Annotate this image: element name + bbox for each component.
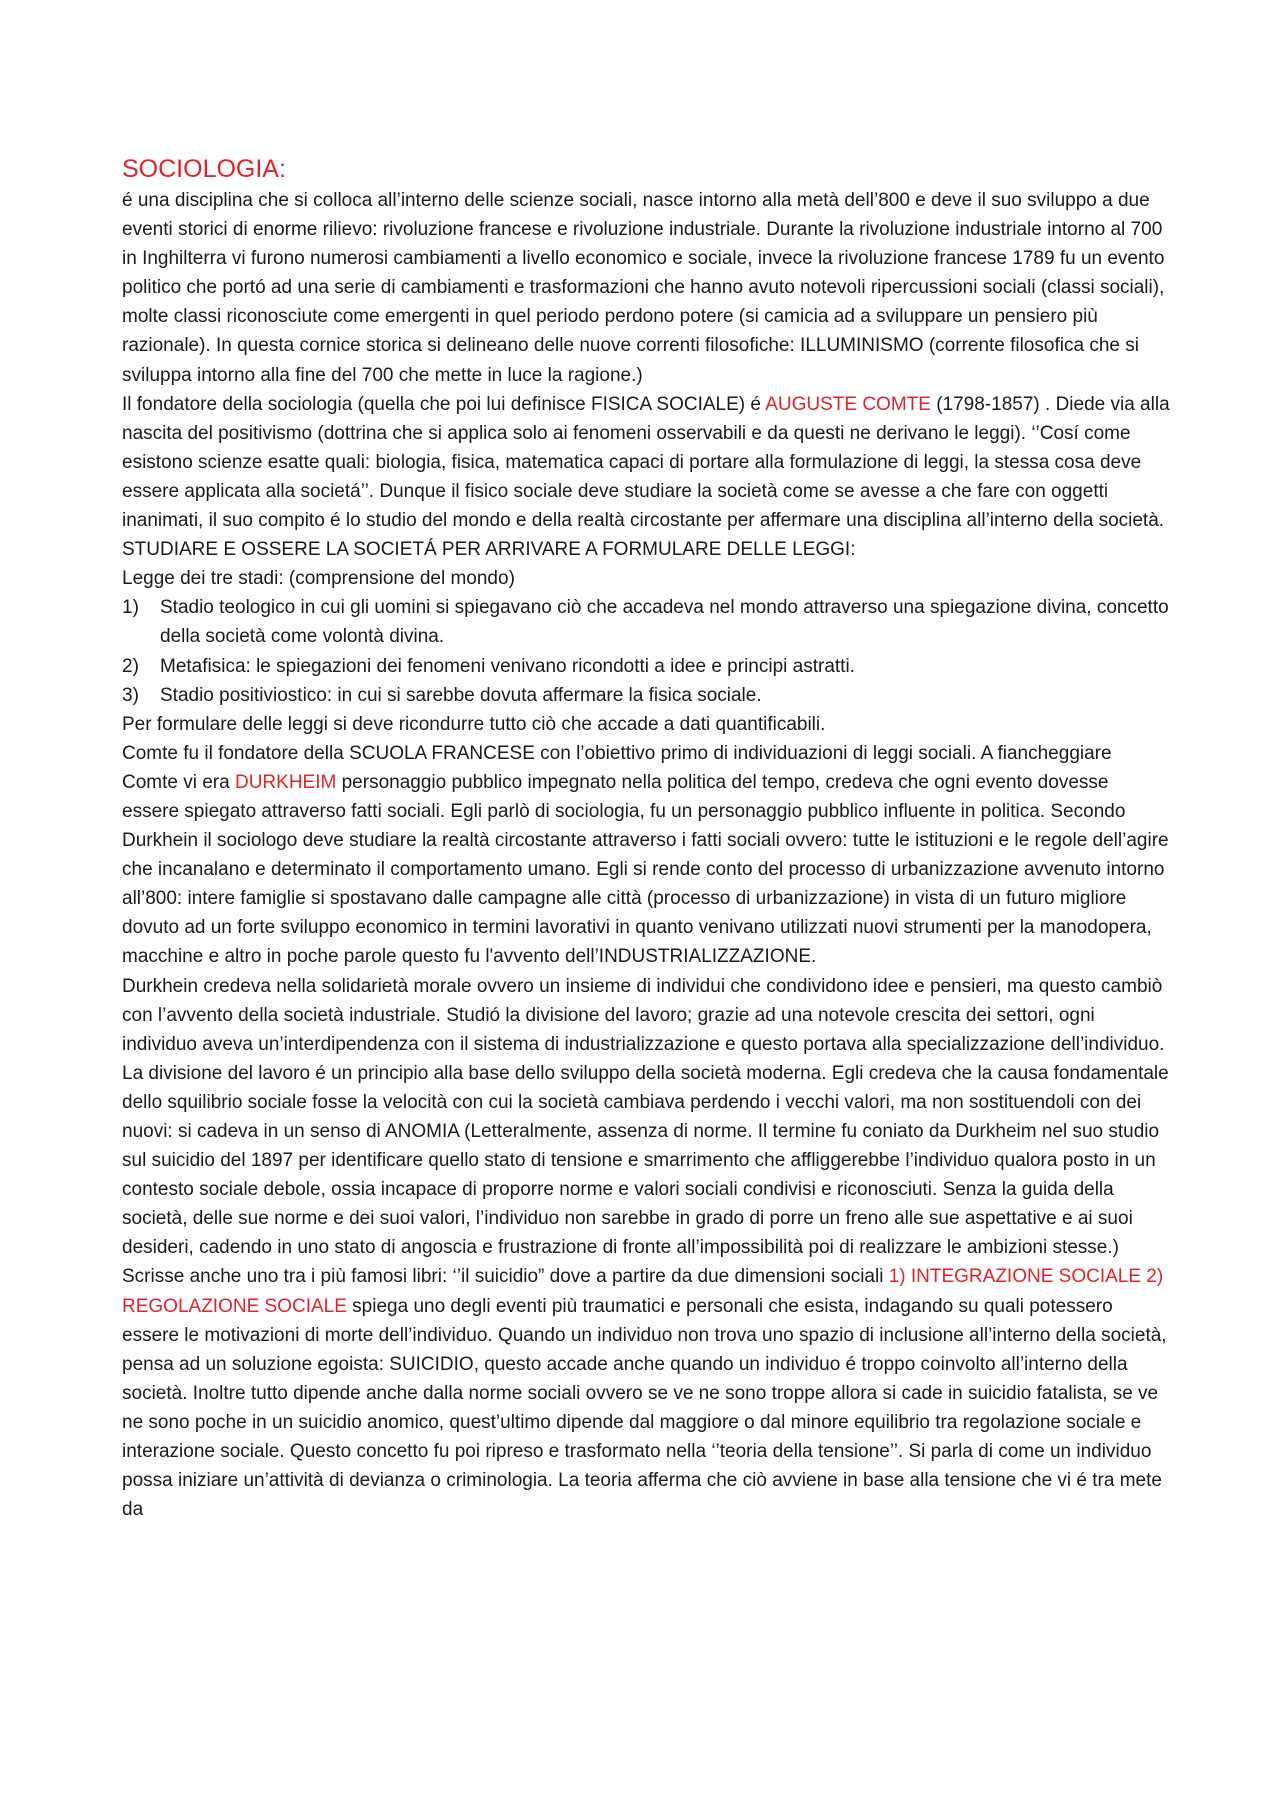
list-number: 3) [122, 684, 139, 706]
paragraph-intro: é una disciplina che si colloca all’interno delle scienze sociali, nasce intorno alla metà dell’800 e deve il suo sviluppo a due eventi storici di enorme rilievo: rivoluzione francese e rivoluzione industriale. Durante la rivoluzione industriale intorno al 700 in Inghilterra vi furono numerosi cambiamenti a livello economico e sociale, invece la rivoluzione francese 1789 fu un evento politico che portó ad una serie di cambiamenti e trasformazioni che hanno avuto notevoli ripercussioni sociali (classi sociali), molte classi riconosciute come emergenti in quel periodo perdono potere (si camicia ad a sviluppare un pensiero più razionale). In questa cornice storica si delineano delle nuove correnti filosofiche: ILLUMINISMO (corrente filosofica che si sviluppa intorno alla fine del 700 che mette in luce la ragione.) [122, 190, 1165, 386]
paragraph-comte [122, 390, 1170, 535]
list-item-stage-3 [122, 681, 1170, 710]
paragraph-quantifiable: Per formulare delle leggi si deve ricondurre tutto ciò che accade a dati quantificabili. [122, 713, 826, 735]
durkheim-text-before: Comte fu il fondatore della SCUOLA FRANCESE con l’obiettivo primo di individuazioni di leggi sociali. A fiancheggiare Comte vi era [122, 742, 1112, 793]
highlight-durkheim: DURKHEIM [234, 771, 337, 793]
stages-list [122, 593, 1170, 709]
durkheim-text-after: personaggio pubblico impegnato nella politica del tempo, credeva che ogni evento dovesse essere spiegato attraverso fatti sociali. Egli parlò di sociologia, fu un personaggio pubblico influente in politica. Secondo Durkhein il sociologo deve studiare la realtà circostante attraverso i fatti sociali ovvero: tutte le istituzioni e le regole dell’agire che incanalano e determinato il comportamento umano. Egli si rende conto del processo di urbanizzazione avvenuto intorno all’800: intere famiglie si spostavano dalle campagne alle città (processo di urbanizzazione) in vista di un futuro migliore dovuto ad un forte sviluppo economico in termini lavorativi in quanto venivano utilizzati nuovi strumenti per la manodopera, macchine e altro in poche parole questo fu l'avvento dell’INDUSTRIALIZZAZIONE. [122, 771, 1169, 968]
paragraph-solidarity [122, 972, 1170, 1525]
list-number: 2) [122, 655, 139, 677]
solidarity-text-before: Durkhein credeva nella solidarietà morale ovvero un insieme di individui che condividono idee e pensieri, ma questo cambiò con l’avvento della società industriale. Studió la divisione del lavoro; grazie ad una notevole crescita dei settori, ogni individuo aveva un’interdipendenza con il sistema di industrializzazione e questo portava alla specializzazione dell’individuo. La divisione del lavoro é un principio alla base dello sviluppo della società moderna. Egli credeva che la causa fondamentale dello squilibrio sociale fosse la velocità con cui la società cambiava perdendo i vecchi valori, ma non sostituendoli con dei nuovi: si cadeva in un senso di ANOMIA (Letteralmente, assenza di norme. Il termine fu coniato da Durkheim nel suo studio sul suicidio del 1897 per identificare quello stato di tensione e smarrimento che affliggerebbe l’individuo qualora posto in un contesto sociale debole, ossia incapace di proporre norme e valori sociali condivisi e riconosciuti. Senza la guida della società, delle sue norme e dei suoi valori, l’individuo non sarebbe in grado di porre un freno alle sue aspettative e ai suoi desideri, cadendo in uno stato di angoscia e frustrazione di fronte all’impossibilità poi di realizzare le ambizioni stesse.) Scrisse anche uno tra i più famosi libri: ‘’il suicidio” dove a partire da due dimensioni sociali [122, 975, 1169, 1288]
list-item-text: Metafisica: le spiegazioni dei fenomeni venivano ricondotti a idee e principi astratti. [160, 655, 855, 677]
paragraph-durkheim [122, 739, 1170, 972]
document-body [122, 152, 1170, 1524]
list-item-stage-2 [122, 652, 1170, 681]
solidarity-text-after: spiega uno degli eventi più traumatici e personali che esista, indagando su quali potessero essere le motivazioni di morte dell’individuo. Quando un individuo non trova uno spazio di inclusione all’interno della società, pensa ad un soluzione egoista: SUICIDIO, questo accade anche quando un individuo é troppo coinvolto all’interno della società. Inoltre tutto dipende anche dalla norme sociali ovvero se ve ne sono troppe allora si cade in suicidio fatalista, se ve ne sono poche in un suicidio anomico, quest’ultimo dipende dal maggiore o dal minore equilibrio tra regolazione sociale e interazione sociale. Questo concetto fu poi ripreso e trasformato nella ‘’teoria della tensione’’. Si parla di come un individuo possa iniziare un’attività di devianza o criminologia. La teoria afferma che ciò avviene in base alla tensione che vi é tra mete da [122, 1295, 1167, 1521]
document-title: SOCIOLOGIA: [122, 155, 286, 183]
list-item-stage-1 [122, 593, 1170, 651]
highlight-social-dimensions: 1) INTEGRAZIONE SOCIALE 2) REGOLAZIONE SOCIALE [122, 1266, 1164, 1317]
paragraph-three-stages: Legge dei tre stadi: (comprensione del mondo) [122, 568, 515, 590]
comte-text-after: (1798-1857) . Diede via alla nascita del positivismo (dottrina che si applica solo ai fenomeni osservabili e da questi ne derivano le leggi). ‘’Cosí come esistono scienze esatte quali: biologia, fisica, matematica capaci di portare alla formulazione di leggi, la stessa cosa deve essere applicata alla societá’’. Dunque il fisico sociale deve studiare la società come se avesse a che fare con oggetti inanimati, il suo compito é lo studio del mondo e della realtà circostante per affermare una disciplina all’interno della società. [122, 393, 1170, 532]
list-item-text: Stadio teologico in cui gli uomini si spiegavano ciò che accadeva nel mondo attraverso una spiegazione divina, concetto della società come volontà divina. [160, 597, 1169, 648]
comte-text-before: Il fondatore della sociologia (quella che poi lui definisce FISICA SOCIALE) é [122, 393, 766, 415]
highlight-auguste-comte: AUGUSTE COMTE [765, 393, 931, 415]
paragraph-laws-heading: STUDIARE E OSSERE LA SOCIETÁ PER ARRIVARE A FORMULARE DELLE LEGGI: [122, 539, 856, 561]
list-number: 1) [122, 597, 139, 619]
list-item-text: Stadio positiviostico: in cui si sarebbe dovuta affermare la fisica sociale. [160, 684, 762, 706]
